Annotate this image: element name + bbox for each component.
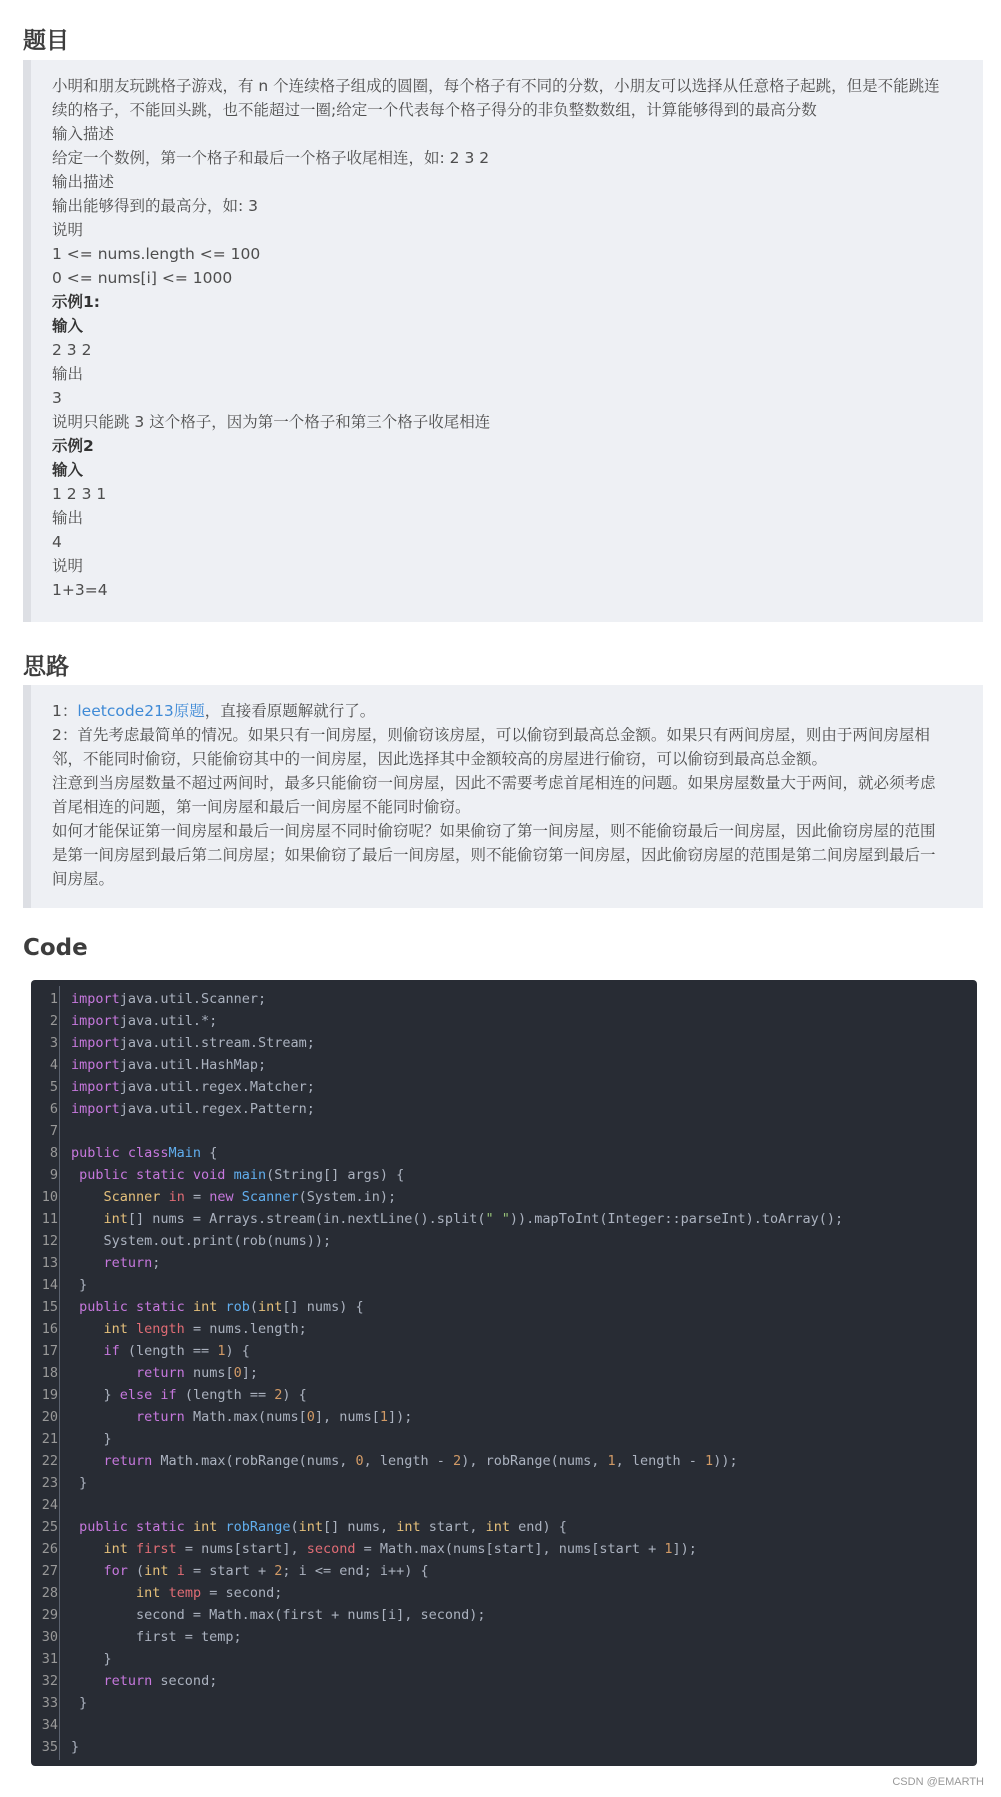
code-token: ]; [241,1365,258,1381]
code-token: Math.max(robRange(nums, [152,1453,356,1469]
code-token: [] nums) { [282,1299,364,1315]
watermark: CSDN @EMARTH [892,1776,984,1788]
code-line [71,1208,977,1230]
code-token: public class [71,1145,169,1161]
code-token: import [71,1057,120,1073]
line-number: 23 [41,1475,58,1491]
code-token: 1 [705,1453,714,1469]
code-token: main [233,1167,267,1183]
code-token: 2 [274,1563,283,1579]
approach-line: 邻，不能同时偷窃，只能偷窃其中的一间房屋，因此选择其中金额较高的房屋进行偷窃，可以偷窃到最高总金额。 [52,750,828,768]
code-token: ; [152,1255,161,1271]
line-number: 15 [41,1299,58,1315]
code-token: second = Math.max(first + nums[i], second); [71,1607,486,1623]
code-line [71,988,977,1010]
line-number: 22 [41,1453,58,1469]
line-number: 27 [41,1563,58,1579]
code-line [71,1692,977,1714]
problem-line: 示例1: [52,293,100,311]
code-token: Scanner [241,1189,299,1205]
code-token: ], nums[ [314,1409,380,1425]
code-token: System.out.print(rob(nums)); [71,1233,332,1249]
code-token: int [192,1299,218,1315]
code-lines [71,988,977,1758]
code-token: nums[ [184,1365,234,1381]
problem-statement [23,60,983,622]
code-line [71,1032,977,1054]
code-token: = Math.max(nums[start], nums[start + [355,1541,665,1557]
line-number: 20 [41,1409,58,1425]
code-token: second; [152,1673,218,1689]
code-token: public static [79,1519,185,1535]
code-token: first = temp; [71,1629,242,1645]
code-line [71,1538,977,1560]
approach-line: 2：首先考虑最简单的情况。如果只有一间房屋，则偷窃该房屋，可以偷窃到最高总金额。如果只有两间房屋，则由于两间房屋相 [52,726,930,744]
code-token: [] nums, [323,1519,397,1535]
code-token: end) { [510,1519,567,1535]
approach-line: 间房屋。 [52,870,115,888]
code-token: } [71,1387,120,1403]
line-number: 13 [41,1255,58,1271]
code-token: in [168,1189,185,1205]
code-line [71,1406,977,1428]
code-block [31,980,977,1766]
code-token: 1 [379,1409,389,1425]
code-line [71,1670,977,1692]
line-number: 12 [41,1233,58,1249]
code-token: ]); [672,1541,697,1557]
code-line [71,1384,977,1406]
problem-line: 小明和朋友玩跳格子游戏，有 n 个连续格子组成的圆圈，每个格子有不同的分数，小朋友可以选择从任意格子起跳，但是不能跳连 [52,77,940,95]
problem-line: 说明只能跳 3 这个格子，因为第一个格子和第三个格子收尾相连 [52,413,491,431]
code-line [71,1560,977,1582]
line-number: 35 [41,1739,58,1755]
code-token: rob [225,1299,250,1315]
code-token: import [71,1035,120,1051]
line-number: 18 [41,1365,58,1381]
code-line [71,1054,977,1076]
code-token: Main [168,1145,202,1161]
code-token: , length - [363,1453,454,1469]
code-line [71,1582,977,1604]
code-token: import [71,1013,120,1029]
code-token: int [103,1321,128,1337]
code-token: if [103,1343,120,1359]
code-token: return [103,1673,153,1689]
line-number: 21 [41,1431,58,1447]
problem-line: 输入 [52,461,84,479]
code-heading: Code [23,935,88,961]
code-token: [] nums = Arrays.stream(in.nextLine().split( [127,1211,486,1227]
code-token: java.util.HashMap; [119,1057,267,1073]
code-token: else if [119,1387,177,1403]
code-token: } [71,1431,112,1447]
line-number: 9 [49,1167,58,1183]
problem-line: 给定一个数例，第一个格子和最后一个格子收尾相连，如: 2 3 2 [52,149,490,167]
code-line [71,1428,977,1450]
code-line [71,1230,977,1252]
code-token: java.util.Scanner; [119,991,267,1007]
problem-heading: 题目 [23,28,69,54]
line-number: 24 [41,1497,58,1513]
line-number: 4 [49,1057,58,1073]
code-line [71,1714,977,1736]
code-line [71,1516,977,1538]
problem-line: 说明 [52,557,84,575]
problem-line: 输出能够得到的最高分，如: 3 [52,197,259,215]
line-number: 26 [41,1541,58,1557]
code-token [71,1189,104,1205]
code-token: } [71,1475,88,1491]
code-line [71,1010,977,1032]
leetcode-link[interactable]: leetcode213原题 [77,702,205,720]
code-token: start, [420,1519,486,1535]
code-line [71,1318,977,1340]
code-token: import [71,1101,120,1117]
code-token: = [184,1189,210,1205]
code-token: 0 [233,1365,242,1381]
line-number: 32 [41,1673,58,1689]
problem-line: 3 [52,389,62,407]
code-token: ( [290,1519,299,1535]
problem-line: 4 [52,533,62,551]
code-token: i [176,1563,185,1579]
code-token: second [306,1541,356,1557]
code-line [71,1494,977,1516]
line-number: 3 [49,1035,58,1051]
line-number: 28 [41,1585,58,1601]
code-token: int [136,1585,161,1601]
code-token: 2 [453,1453,462,1469]
code-token: = nums[start], [176,1541,307,1557]
problem-line: 0 <= nums[i] <= 1000 [52,269,233,287]
code-token: robRange [225,1519,291,1535]
problem-line: 输出 [52,365,84,383]
code-token [71,1343,104,1359]
code-token [71,1321,104,1337]
code-token [71,1585,136,1601]
code-token: 2 [274,1387,283,1403]
code-token [71,1563,104,1579]
problem-line: 1 2 3 1 [52,485,107,503]
code-token: = nums.length; [184,1321,307,1337]
line-number: 17 [41,1343,58,1359]
code-token: 1 [607,1453,616,1469]
code-token [71,1409,136,1425]
gutter-divider [59,986,60,1760]
code-token: } [71,1695,88,1711]
code-token [71,1211,104,1227]
code-token [71,1255,104,1271]
code-token: } [71,1651,112,1667]
code-token [185,1519,193,1535]
line-number: 14 [41,1277,58,1293]
code-line [71,1076,977,1098]
problem-line: 2 3 2 [52,341,92,359]
code-token: , length - [615,1453,706,1469]
line-number: 16 [41,1321,58,1337]
code-token: new [209,1189,234,1205]
line-number: 29 [41,1607,58,1623]
code-line [71,1098,977,1120]
approach-line: 如何才能保证第一间房屋和最后一间房屋不同时偷窃呢？如果偷窃了第一间房屋，则不能偷窃最后一间房屋，因此偷窃房屋的范围 [52,822,936,840]
code-line [71,1340,977,1362]
code-line [71,1274,977,1296]
code-token: java.util.regex.Matcher; [119,1079,315,1095]
code-token: for [103,1563,128,1579]
line-number: 10 [41,1189,58,1205]
problem-line: 1 <= nums.length <= 100 [52,245,261,263]
problem-line: 输入描述 [52,125,115,143]
problem-line: 说明 [52,221,84,239]
code-token: " " [485,1211,510,1227]
code-token [225,1167,233,1183]
line-number: 7 [49,1123,58,1139]
code-token [234,1189,242,1205]
code-line [71,1648,977,1670]
code-token: (length == [176,1387,275,1403]
code-token: ; i <= end; i++) { [282,1563,429,1579]
code-token [160,1189,168,1205]
code-token: int [103,1541,128,1557]
code-token: int [103,1211,128,1227]
code-token: int [144,1563,169,1579]
problem-line: 1+3=4 [52,581,108,599]
code-token: (System.in); [298,1189,397,1205]
problem-line: 示例2 [52,437,94,455]
code-line [71,1450,977,1472]
line-number: 1 [49,991,58,1007]
code-token: 0 [355,1453,364,1469]
line-number: 25 [41,1519,58,1535]
line-number: 5 [49,1079,58,1095]
line-number: 33 [41,1695,58,1711]
code-token: 1 [664,1541,673,1557]
code-token [71,1167,79,1183]
code-token: ( [249,1299,259,1315]
approach-heading: 思路 [23,654,69,680]
code-line [71,1604,977,1626]
code-token: ) { [225,1343,250,1359]
approach-line-1: 1：leetcode213原题，直接看原题解就行了。 [52,702,376,720]
code-token: return [103,1453,153,1469]
code-token: java.util.*; [119,1013,218,1029]
code-token: } [71,1739,80,1755]
line-numbers [31,988,58,1758]
code-token [128,1541,136,1557]
code-token: java.util.stream.Stream; [119,1035,315,1051]
code-token: public static [79,1299,185,1315]
code-token: import [71,991,120,1007]
problem-line: 输出描述 [52,173,115,191]
code-token: { [201,1145,218,1161]
code-token: int [192,1519,218,1535]
code-line [71,1626,977,1648]
approach-line: 注意到当房屋数量不超过两间时，最多只能偷窃一间房屋，因此不需要考虑首尾相连的问题。如果房屋数量大于两间，就必须考虑 [52,774,936,792]
code-token [185,1299,193,1315]
code-token: import [71,1079,120,1095]
code-line [71,1186,977,1208]
code-token: return [103,1255,153,1271]
line-number: 2 [49,1013,58,1029]
code-line [71,1142,977,1164]
line-number: 19 [41,1387,58,1403]
code-token: )).mapToInt(Integer::parseInt).toArray(); [509,1211,844,1227]
code-token: temp [168,1585,202,1601]
line-number: 34 [41,1717,58,1733]
code-token: Math.max(nums[ [184,1409,307,1425]
code-token: 0 [306,1409,315,1425]
code-token: )); [713,1453,738,1469]
code-token: ) { [282,1387,307,1403]
code-token: return [136,1365,185,1381]
code-token: int [258,1299,283,1315]
code-line [71,1164,977,1186]
problem-line: 输出 [52,509,84,527]
code-token [71,1541,104,1557]
code-token [71,1299,79,1315]
code-token: return [136,1409,185,1425]
code-token: java.util.regex.Pattern; [119,1101,315,1117]
code-token: } [71,1277,88,1293]
problem-line: 输入 [52,317,84,335]
code-line [71,1472,977,1494]
approach-block [23,685,983,908]
code-token: Scanner [103,1189,161,1205]
code-token [71,1673,104,1689]
line-number: 8 [49,1145,58,1161]
code-token: ( [127,1563,145,1579]
code-token: first [136,1541,177,1557]
code-token: length [136,1321,185,1337]
code-token: (length == [119,1343,218,1359]
problem-line: 续的格子，不能回头跳，也不能超过一圈;给定一个代表每个格子得分的非负整数数组，计算能够得到的最高分数 [52,101,817,119]
code-token: = start + [184,1563,275,1579]
approach-line: 首尾相连的问题，第一间房屋和最后一间房屋不能同时偷窃。 [52,798,471,816]
code-line [71,1252,977,1274]
code-token: int [298,1519,324,1535]
code-token [71,1453,104,1469]
code-token [71,1519,79,1535]
code-token: int [485,1519,511,1535]
code-token: (String[] args) { [266,1167,405,1183]
code-line [71,1736,977,1758]
code-token [71,1365,136,1381]
code-line [71,1120,977,1142]
code-token: public static void [79,1167,226,1183]
line-number: 30 [41,1629,58,1645]
code-line [71,1296,977,1318]
code-token: ), robRange(nums, [461,1453,608,1469]
approach-line: 是第一间房屋到最后第二间房屋；如果偷窃了最后一间房屋，则不能偷窃第一间房屋，因此偷窃房屋的范围是第二间房屋到最后一 [52,846,936,864]
code-token: ]); [388,1409,413,1425]
code-token [128,1321,136,1337]
line-number: 31 [41,1651,58,1667]
code-token: = second; [201,1585,283,1601]
code-token [169,1563,177,1579]
code-token: int [396,1519,421,1535]
line-number: 6 [49,1101,58,1117]
line-number: 11 [41,1211,58,1227]
code-line [71,1362,977,1384]
code-token [160,1585,168,1601]
code-token: 1 [217,1343,226,1359]
